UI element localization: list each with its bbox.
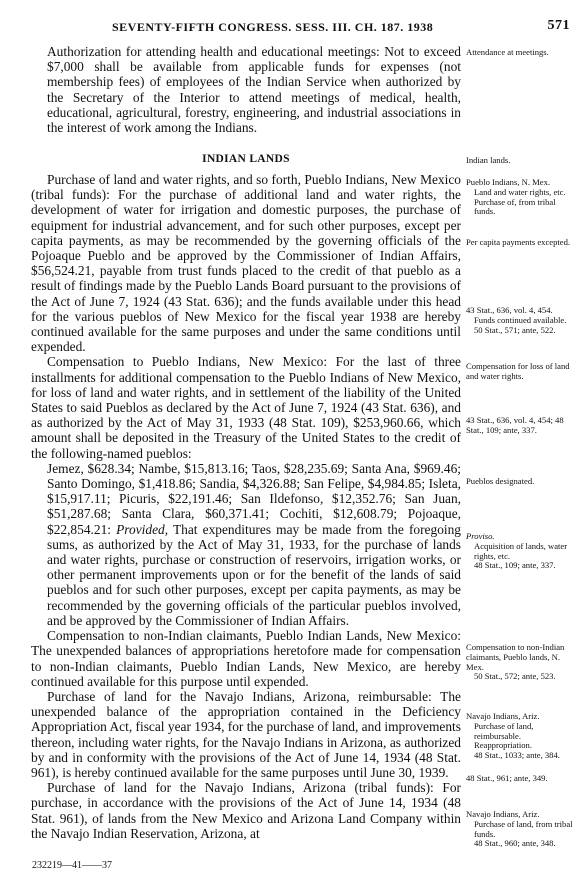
margin-notes [466, 0, 574, 884]
margin-note-stat-572: 50 Stat., 572; ante, 523. [474, 671, 556, 682]
margin-note-compensation-loss: Compensation for loss of land and water rights. [466, 361, 570, 381]
margin-note-purchase-tribal: Purchase of land, from tribal funds. [474, 818, 573, 839]
footer-print-code: 232219—41——37 [32, 860, 112, 871]
margin-note-pueblo-group [466, 178, 574, 217]
margin-note-purchase-reimbursable: Purchase of land, reimbursable. [474, 720, 534, 741]
margin-note-stat-636: 43 Stat., 636, vol. 4, 454. [466, 305, 553, 315]
margin-note-stat-1033: 48 Stat., 1033; ante, 384. [474, 750, 560, 761]
margin-note-stat-961: 48 Stat., 961; ante, 349. [466, 773, 548, 783]
margin-note-land-water: Land and water rights, etc. [474, 186, 566, 197]
margin-note-non-indian: Compensation to non-Indian claimants, Pueblo lands, N. Mex. [466, 642, 565, 672]
margin-note-reappropriation: Reappropriation. [474, 740, 532, 751]
margin-note-stat-group-1 [466, 306, 574, 335]
proviso-text: That expenditures may be made from the foregoing sums, as authorized by the Act of May 31, 1933, for the purchase of lands and water rights, purchase or construction of reservoirs, irrigation works, or other permanent improvements upon or for the benefit of the lands of said pueblos and for such other purposes, except per capita payments, as may be recommended by the governing officials of the particular pueblos involved, and be approved by the Commissioner of Indian Affairs. [47, 521, 462, 628]
margin-note-proviso: Proviso. [466, 531, 495, 541]
margin-note-stat-109: 48 Stat., 109; ante, 337. [474, 560, 556, 571]
section-heading-indian-lands: INDIAN LANDS [202, 153, 290, 165]
main-text-block-1 [31, 44, 461, 135]
paragraph-navajo-tribal-funds: Purchase of land for the Navajo Indians, Arizona (tribal funds): For purchase, in accordance with the provisions of the Act of June 14, 1934 (48 Stat. 961), of lands from the New Mexico and Arizona Land Company within the Navajo Indian Reservation, Arizona, at [31, 780, 461, 841]
paragraph-non-indian-claimants: Compensation to non-Indian claimants, Pueblo Indian Lands, New Mexico: The unexpended balances of appropriations heretofore made for compensation to non-Indian claimants, Pueblo Indian Lands, New Mexico, are hereby continued available for this purpose until expended. [31, 628, 461, 689]
margin-note-stat-960: 48 Stat., 960; ante, 348. [474, 838, 556, 849]
main-text-block-2 [31, 172, 461, 841]
paragraph-pueblo-compensation: Compensation to Pueblo Indians, New Mexico: For the last of three installments for additional compensation to the Pueblo Indians of New Mexico, for loss of land and water rights, and in settlement of the liability of the United States to said Pueblos as declared by the Act of June 7, 1924 (43 Stat. 636), and as authorized by the Act of May 31, 1933 (48 Stat. 109), $253,960.66, which amount shall be deposited in the Treasury of the United States to the credit of the following-named pueblos: [31, 354, 461, 461]
margin-note-funds-continued: Funds continued available. [474, 314, 567, 325]
paragraph-attendance: Authorization for attending health and educational meetings: Not to exceed $7,000 shall be available from applicable funds for expenses (not membership fees) of employees of the Indian Service when authorized by the Secretary of the Interior to attend meetings of medical, health, educational, agricultural, forestry, engineering, and industrial associations in the interest of work among the Indians. [47, 44, 461, 136]
margin-note-attendance: Attendance at meetings. [466, 47, 549, 57]
margin-note-acquisition: Acquisition of lands, water rights, etc. [474, 540, 568, 561]
paragraph-pueblo-purchase: Purchase of land and water rights, and so forth, Pueblo Indians, New Mexico (tribal funds): For the purchase of additional land and water rights, the development of water for irrigation and domestic purposes, the purchase of equipment for industrial advancement, and for such other purposes, except per capita payments, as may be recommended by the governing officials of the Pojoaque Pueblo and be approved by the Commissioner of Indian Affairs, $56,524.21, payable from trust funds placed to the credit of that pueblo as a result of findings made by the Pueblo Lands Board pursuant to the provisions of the Act of June 7, 1924 (43 Stat. 636); and the funds available under this head for the various pueblos of New Mexico for the fiscal year 1938 are hereby continued available for the same purposes and under the same conditions until expended. [31, 172, 461, 355]
margin-note-non-indian-group [466, 643, 574, 682]
paragraph-pueblos-list [31, 461, 461, 628]
margin-note-indian-lands: Indian lands. [466, 155, 511, 165]
margin-note-navajo-group-2 [466, 810, 574, 849]
margin-note-tribal-funds: Purchase of, from tribal funds. [474, 196, 556, 217]
margin-note-per-capita: Per capita payments excepted. [466, 237, 571, 247]
margin-note-pueblo: Pueblo Indians, N. Mex. [466, 177, 551, 187]
pueblos-amounts: Jemez, $628.34; Nambe, $15,813.16; Taos, $28,235.69; Santa Ana, $969.46; Santo Domingo, $1,418.86; Sandia, $4,326.88; San Felipe, $4,984.85; Isleta, $15,917.11; Picuris, $22,191.46; San Ildefonso, $12,352.76; San Juan, $51,287.68; Santa Clara, $60,371.41; Cochiti, $12,608.79; Pojoaque, $22,854.21: [47, 460, 461, 537]
margin-note-pueblos-designated: Pueblos designated. [466, 476, 535, 486]
margin-note-proviso-group [466, 532, 574, 571]
page-number: 571 [547, 18, 570, 33]
running-title: SEVENTY-FIFTH CONGRESS. SESS. III. CH. 187. 1938 [112, 20, 434, 34]
margin-note-stat-group-2: 43 Stat., 636, vol. 4, 454; 48 Stat., 109; ante, 337. [466, 415, 564, 435]
margin-note-navajo-group-1 [466, 712, 574, 761]
margin-note-navajo-1: Navajo Indians, Ariz. [466, 711, 540, 721]
paragraph-navajo-reimbursable: Purchase of land for the Navajo Indians, Arizona, reimbursable: The unexpended balance of the appropriation contained in the Deficiency Appropriation Act, fiscal year 1934, for the purchase of land, and improvements thereon, including water rights, for the Navajo Indians in Arizona, as authorized by and in conformity with the provisions of the Act of June 14, 1934 (48 Stat. 961), is hereby continued available for the same purposes until June 30, 1939. [31, 688, 461, 780]
margin-note-stat-571: 50 Stat., 571; ante, 522. [474, 324, 556, 335]
margin-note-navajo-2: Navajo Indians, Ariz. [466, 809, 540, 819]
proviso-label: Provided, [116, 521, 169, 537]
